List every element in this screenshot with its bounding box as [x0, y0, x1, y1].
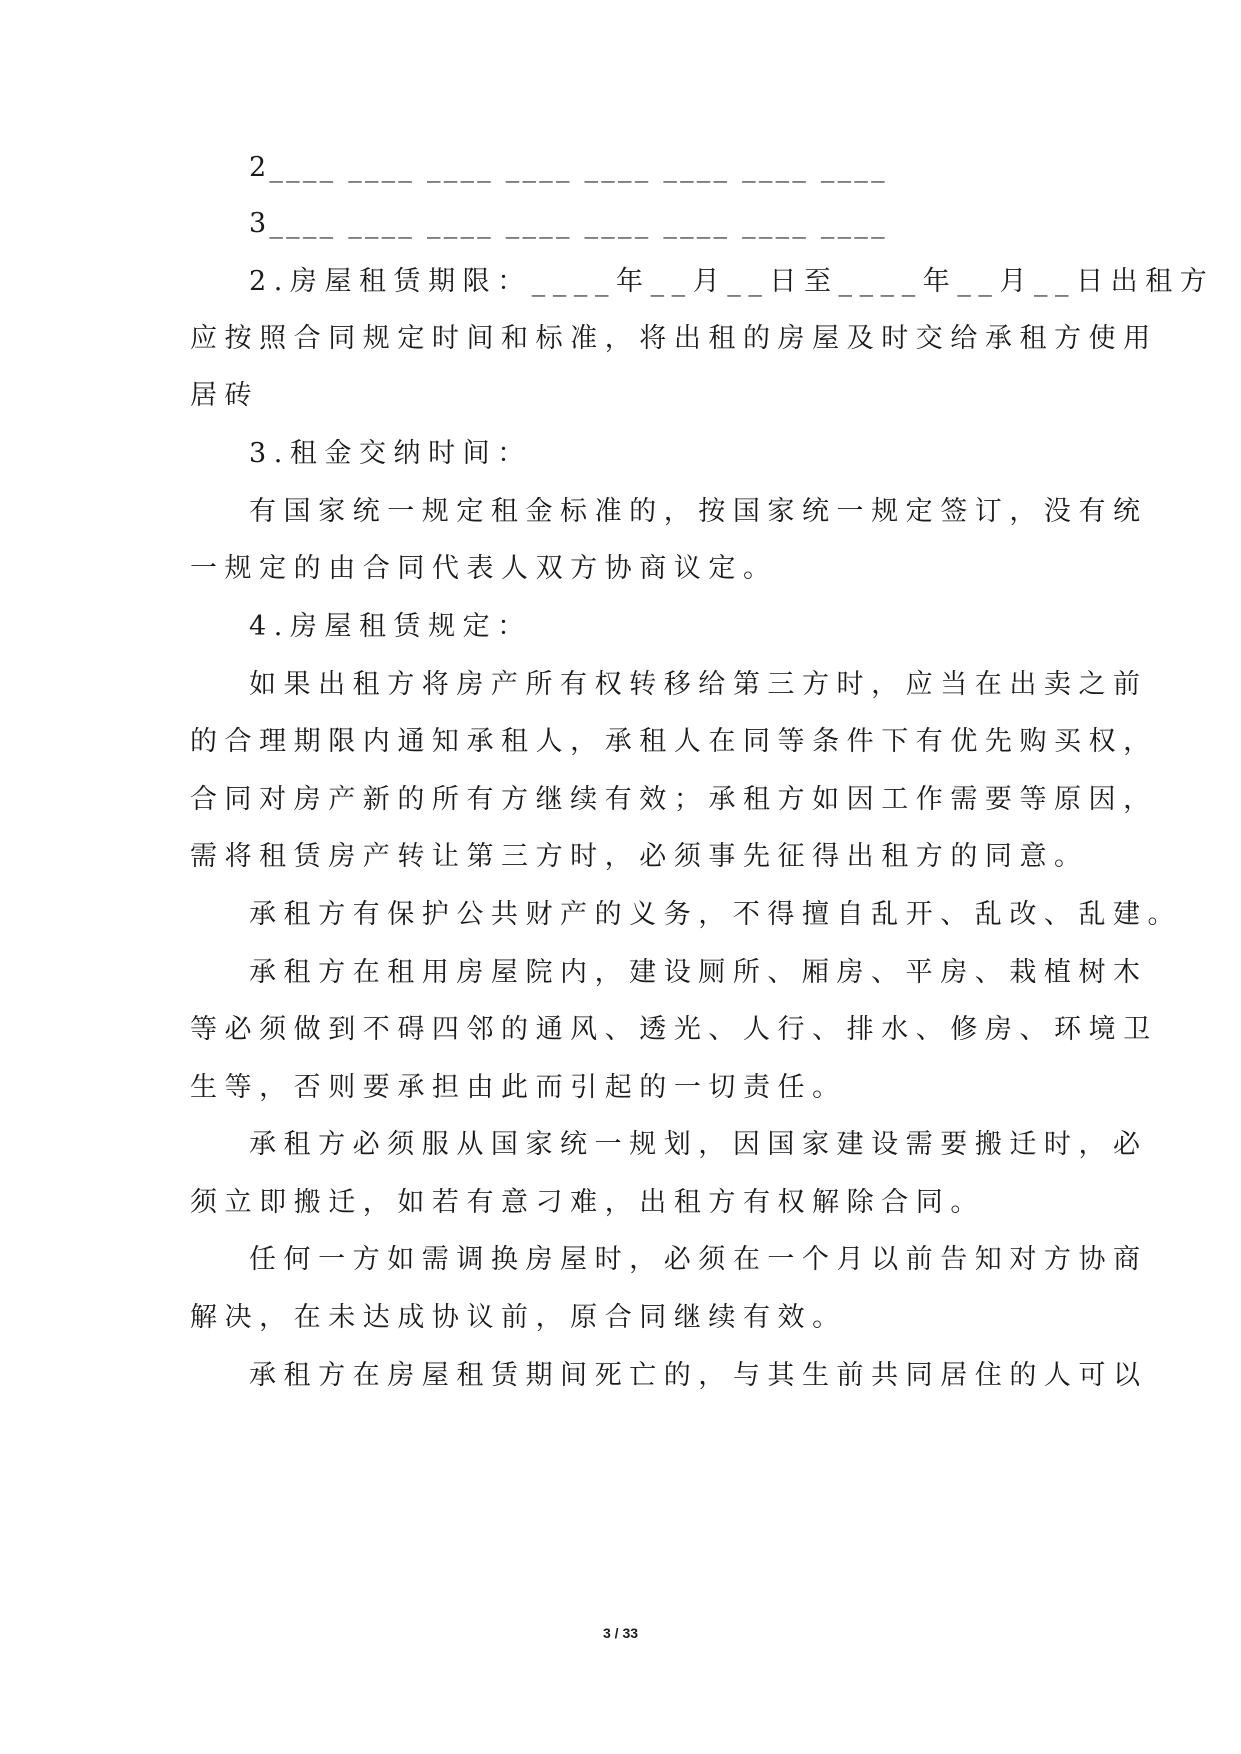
paragraph-line: 须立即搬迁，如若有意刁难，出租方有权解除合同。	[190, 1187, 985, 1218]
paragraph-line: 解决，在未达成协议前，原合同继续有效。	[190, 1302, 847, 1333]
paragraph-line: 一规定的由合同代表人双方协商议定。	[190, 553, 778, 584]
clause-4-heading: 4.房屋租赁规定：	[249, 611, 532, 642]
paragraph-line: 承租方必须服从国家统一规划，因国家建设需要搬迁时，必	[249, 1129, 1148, 1160]
paragraph-line: 有国家统一规定租金标准的，按国家统一规定签订，没有统	[249, 496, 1148, 527]
paragraph-line: 如果出租方将房产所有权转移给第三方时，应当在出卖之前	[249, 669, 1148, 700]
clause-2-heading: 2.房屋租赁期限：____年__月__日至____年__月__日出租方	[249, 266, 1215, 297]
paragraph-line: 的合理期限内通知承租人，承租人在同等条件下有优先购买权，	[190, 726, 1158, 757]
paragraph-line: 生等，否则要承担由此而引起的一切责任。	[190, 1072, 847, 1103]
paragraph-line: 任何一方如需调换房屋时，必须在一个月以前告知对方协商	[249, 1244, 1148, 1275]
paragraph-line: 合同对房产新的所有方继续有效；承租方如因工作需要等原因，	[190, 784, 1158, 815]
clause-3-heading: 3.租金交纳时间：	[249, 438, 532, 469]
paragraph-line: 承租方有保护公共财产的义务，不得擅自乱开、乱改、乱建。	[249, 899, 1183, 930]
paragraph-line: 居砖	[190, 380, 260, 411]
blank-line-3: 3____ ____ ____ ____ ____ ____ ____ ____	[249, 208, 888, 239]
blank-line-2: 2____ ____ ____ ____ ____ ____ ____ ____	[249, 152, 888, 183]
page-number: 3 / 33	[602, 1625, 639, 1641]
paragraph-line: 应按照合同规定时间和标准，将出租的房屋及时交给承租方使用	[190, 323, 1158, 354]
paragraph-line: 需将租赁房产转让第三方时，必须事先征得出租方的同意。	[190, 841, 1089, 872]
paragraph-line: 承租方在房屋租赁期间死亡的，与其生前共同居住的人可以	[249, 1360, 1148, 1391]
paragraph-line: 承租方在租用房屋院内，建设厕所、厢房、平房、栽植树木	[249, 957, 1148, 988]
paragraph-line: 等必须做到不碍四邻的通风、透光、人行、排水、修房、环境卫	[190, 1014, 1158, 1045]
